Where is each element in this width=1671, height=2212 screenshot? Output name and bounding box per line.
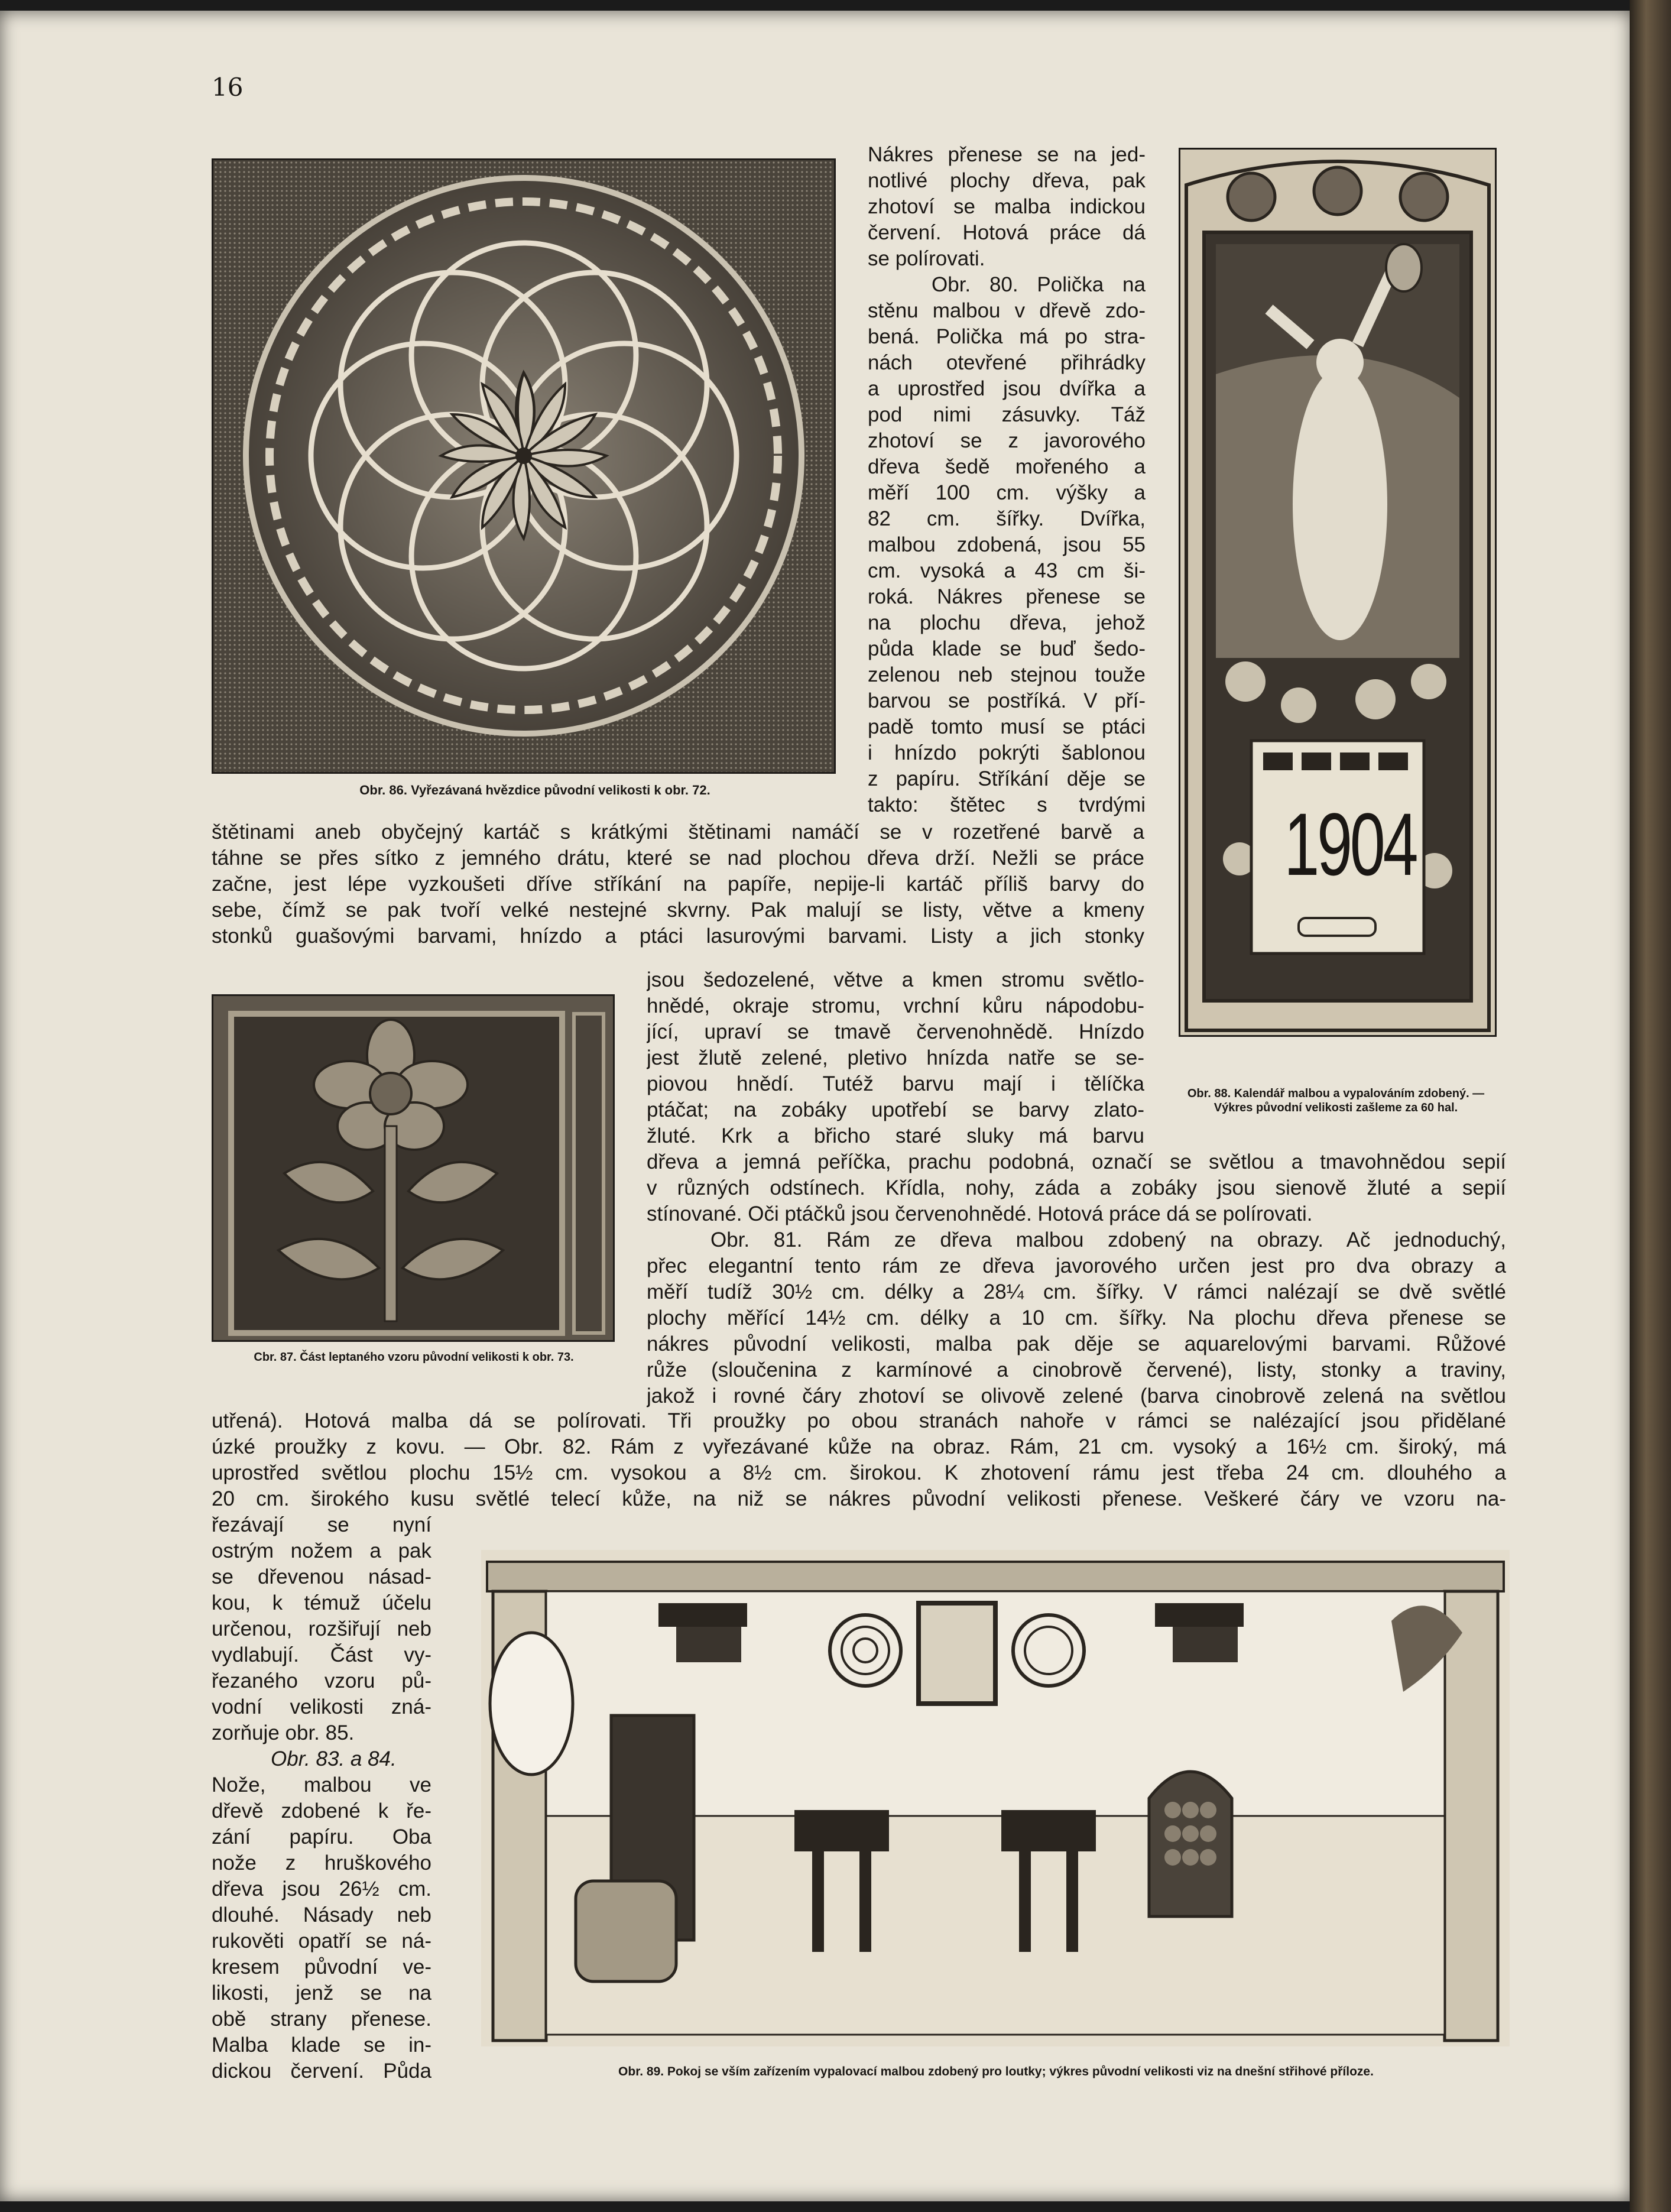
text-line: jsou šedozelené, větve a kmen stromu světlo- — [647, 968, 1144, 991]
text-line: kresem původní ve- — [212, 1955, 431, 1979]
figure-88-calendar — [1179, 148, 1497, 1037]
text-line: zhotoví se z javorového — [868, 429, 1146, 452]
text-line: utřená). Hotová malba dá se polírovati. Tři proužky po obou stranách nahoře v rámci se nalézající jsou přidělané — [212, 1409, 1506, 1432]
text-line: Obr. 81. Rám ze dřeva malbou zdobený na obrazy. Ač jednoduchý, — [710, 1228, 1506, 1251]
text-line: 82 cm. šířky. Dvířka, — [868, 507, 1146, 530]
text-line: obě strany přenese. — [212, 2007, 431, 2031]
text-line: Nože, malbou ve — [212, 1773, 431, 1796]
text-line: piovou hnědí. Tutéž barvu mají i tělíčka — [647, 1072, 1144, 1095]
text-line: červení. Hotová práce dá — [868, 221, 1146, 244]
text-line: řezávají se nyní — [212, 1513, 431, 1536]
text-line: štětinami aneb obyčejný kartáč s krátkými štětinami namáčí se v rozetřené barvě a — [212, 820, 1144, 844]
text-line: likosti, jenž se na — [212, 1981, 431, 2005]
text-line: se polírovati. — [868, 247, 985, 270]
book-spine — [1630, 0, 1671, 2212]
text-line: malbou zdobená, jsou 55 — [868, 533, 1146, 556]
text-line: pod nimi zásuvky. Táž — [868, 403, 1146, 426]
text-line: dřeva a jemná peříčka, prachu podobná, označí se světlou a tmavohnědou sepií — [647, 1150, 1506, 1173]
text-line: na plochu dřeva, jehož — [868, 611, 1146, 634]
text-line: cm. vysoká a 43 cm ši- — [868, 559, 1146, 582]
figure-87-etched-panel — [212, 994, 615, 1342]
text-line: nože z hruškového — [212, 1851, 431, 1874]
text-line: jící, upraví se tmavě červenohnědě. Hnízdo — [647, 1020, 1144, 1043]
text-line: dlouhé. Násady neb — [212, 1903, 431, 1926]
text-line: stínované. Oči ptáčků jsou červenohnědé. Hotová práce dá se polírovati. — [647, 1202, 1313, 1225]
text-line: zorňuje obr. 85. — [212, 1721, 355, 1744]
text-line: zelenou neb stejnou touže — [868, 663, 1146, 686]
calendar-illustration — [1180, 150, 1495, 1035]
text-line: jakož i rovné čáry zhotoví se olivově zelené (barva cinobrově zelená na světlou — [647, 1384, 1506, 1407]
text-line: bená. Polička má po stra- — [868, 325, 1146, 348]
text-line: Obr. 80. Polička na — [932, 273, 1146, 296]
caption-87: Cbr. 87. Část leptaného vzoru původní velikosti k obr. 73. — [254, 1351, 574, 1364]
text-line: určenou, rozšiřují neb — [212, 1617, 431, 1640]
text-line: ptáčat; na zobáky upotřebí se barvy zlato- — [647, 1098, 1144, 1121]
text-line: dřeva jsou 26½ cm. — [212, 1877, 431, 1900]
text-line: začne, jest lépe vyzkoušeti dříve stříkání na papíře, nepije-li kartáč příliš barvy do — [212, 873, 1144, 896]
caption-88: Obr. 88. Kalendář malbou a vypalováním zdobený. — Výkres původní velikosti zašleme za 60 hal. — [1187, 1087, 1485, 1114]
text-line: padě tomto musí se ptáci — [868, 715, 1146, 738]
text-line: úzké proužky z kovu. — Obr. 82. Rám z vyřezávané kůže na obraz. Rám, 21 cm. vysoký a 16½ cm. široký, má — [212, 1435, 1506, 1458]
text-line: žluté. Krk a břicho staré sluky má barvu — [647, 1124, 1144, 1147]
text-line: roká. Nákres přenese se — [868, 585, 1146, 608]
text-line: Obr. 83. a 84. — [271, 1747, 397, 1770]
caption-89: Obr. 89. Pokoj se vším zařízením vypalovací malbou zdobený pro loutky; výkres původní velikosti viz na dnešní střihové příloze. — [618, 2065, 1374, 2078]
text-line: zání papíru. Oba — [212, 1825, 431, 1848]
text-line: nákres původní velikosti, malba pak děje se aquarelovými barvami. Růžové — [647, 1332, 1506, 1355]
text-line: takto: štětec s tvrdými — [868, 793, 1146, 816]
text-line: stonků guašovými barvami, hnízdo a ptáci lasurovými barvami. Listy a jich stonky — [212, 925, 1144, 948]
text-line: táhne se přes sítko z jemného drátu, které se nad plochou dřeva drží. Nežli se práce — [212, 846, 1144, 870]
text-line: vydlabují. Část vy- — [212, 1643, 431, 1666]
text-block-full-2 — [212, 1408, 1506, 1512]
text-block-full-1 — [212, 819, 1144, 949]
text-line: zhotoví se malba indickou — [868, 195, 1146, 218]
text-line: hnědé, okraje stromu, vrchní kůru nápodobu- — [647, 994, 1144, 1017]
text-column-top — [868, 142, 1146, 818]
page — [0, 11, 1631, 2201]
text-line: uprostřed světlou plochu 15½ cm. vysokou a 8½ cm. širokou. K zhotovení rámu jest třeba 24 cm. dlouhého a — [212, 1461, 1506, 1484]
text-line: dickou červení. Půda — [212, 2059, 431, 2083]
text-line: v různých odstínech. Křídla, nohy, záda a zobáky jsou sienově žluté a sepií — [647, 1176, 1506, 1199]
rosette-illustration — [213, 160, 834, 772]
text-line: nách otevřené přihrádky — [868, 351, 1146, 374]
puppet-room-illustration — [481, 1550, 1510, 2046]
text-line: přec elegantní tento rám ze dřeva javorového určen jest pro dva obrazy a — [647, 1254, 1506, 1277]
text-line: růže (sloučenina z karmínové a cinobrově červené), listy, stonky a traviny, — [647, 1358, 1506, 1381]
text-line: Malba klade se in- — [212, 2033, 431, 2057]
text-line: 20 cm. širokého kusu světlé telecí kůže, na niž se nákres původní velikosti přenese. Veškeré čáry ve vzoru na- — [212, 1487, 1506, 1510]
etched-panel-illustration — [213, 996, 613, 1340]
text-line: plochy měřící 14½ cm. délky a 10 cm. šířky. Na plochu dřeva přenese se — [647, 1306, 1506, 1329]
text-line: měří tudíž 30½ cm. délky a 28¼ cm. šířky. V rámci nalézají se dvě světlé — [647, 1280, 1506, 1303]
text-line: barvou se postříká. V pří- — [868, 689, 1146, 712]
text-block-right — [647, 1149, 1506, 1409]
text-column-left — [212, 1512, 431, 2084]
text-line: notlivé plochy dřeva, pak — [868, 169, 1146, 192]
text-line: z papíru. Stříkání děje se — [868, 767, 1146, 790]
text-line: dřeva šedě mořeného a — [868, 455, 1146, 478]
text-line: dřevě zdobené k ře- — [212, 1799, 431, 1822]
page-number: 16 — [212, 73, 244, 102]
text-line: sebe, čímž se pak tvoří velké nestejné skvrny. Pak malují se listy, větve a kmeny — [212, 899, 1144, 922]
text-line: měří 100 cm. výšky a — [868, 481, 1146, 504]
caption-86: Obr. 86. Vyřezávaná hvězdice původní velikosti k obr. 72. — [359, 783, 710, 797]
text-line: řezaného vzoru pů- — [212, 1669, 431, 1692]
text-column-middle — [647, 967, 1144, 1149]
calendar-year: 1904 — [1284, 794, 1416, 894]
text-line: rukověti opatří se ná- — [212, 1929, 431, 1952]
text-line: půda klade se buď šedo- — [868, 637, 1146, 660]
text-line: se dřevenou násad- — [212, 1565, 431, 1588]
text-line: stěnu malbou v dřevě zdo- — [868, 299, 1146, 322]
figure-86-rosette — [212, 158, 836, 774]
text-line: vodní velikosti zná- — [212, 1695, 431, 1718]
text-line: a uprostřed jsou dvířka a — [868, 377, 1146, 400]
text-line: i hnízdo pokrýti šablonou — [868, 741, 1146, 764]
text-line: ostrým nožem a pak — [212, 1539, 431, 1562]
text-line: jest žlutě zelené, pletivo hnízda natře se se- — [647, 1046, 1144, 1069]
figure-89-puppet-room — [481, 1550, 1510, 2046]
text-line: Nákres přenese se na jed- — [868, 143, 1146, 166]
text-line: kou, k témuž účelu — [212, 1591, 431, 1614]
